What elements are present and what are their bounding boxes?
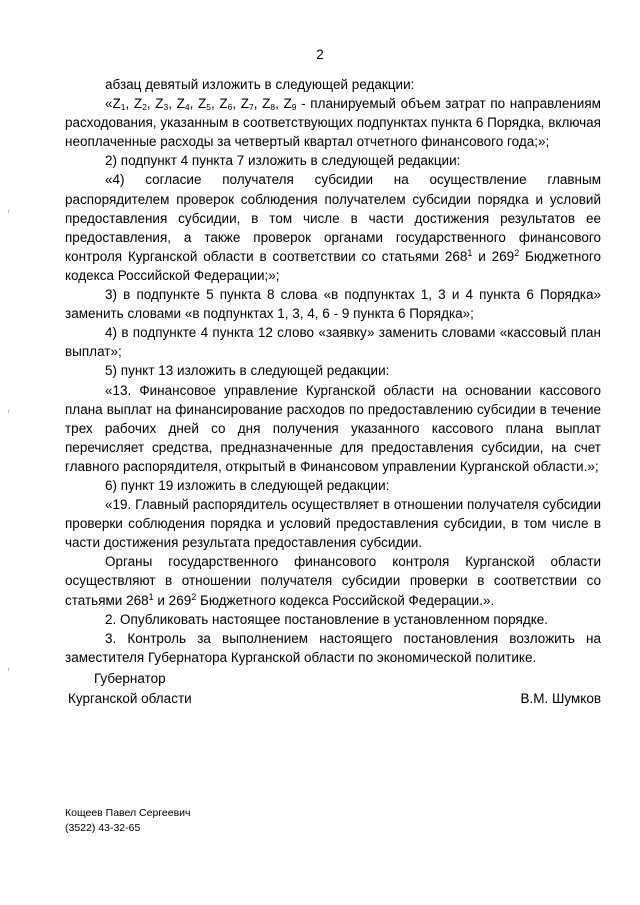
paragraph	[65, 151, 601, 170]
paragraph-text: 6) пункт 19 изложить в следующей редакции:	[105, 477, 390, 493]
paragraph-text: 2. Опубликовать настоящее постановление в установленном порядке.	[105, 611, 549, 627]
paragraph-text: «4) согласие получателя субсидии на осуществление главным распорядителем проверок соблюдения получателем субсидии порядка и условий предоставления субсидии, в том числе в части достижения результатов ее предоставления, а также проверок органами государственного финансового контроля Курганской области в соответствии со статьями 268	[65, 172, 601, 264]
z-variable: $Z_8$	[262, 96, 276, 113]
paragraph	[65, 552, 601, 609]
paragraph-text: 4) в подпункте 4 пункта 12 слово «заявку» заменить словами «кассовый план выплат»;	[65, 325, 601, 360]
paragraph-text: и 269	[472, 248, 515, 264]
paragraph-text: «19. Главный распорядитель осуществляет в отношении получателя субсидии проверки соблюдения порядка и условий предоставления субсидии, в том числе в части достижения результата предоставления субсидии.	[65, 497, 601, 551]
paragraph	[65, 361, 601, 380]
paragraph	[65, 629, 601, 667]
paragraph-text: Бюджетного кодекса Российской Федерации;»;	[65, 248, 601, 283]
contact-name: Кощеев Павел Сергеевич	[65, 807, 191, 819]
z-variable: $Z_1$	[112, 96, 126, 113]
signatory-name: В.М. Шумков	[520, 691, 601, 706]
paragraph-text: Органы государственного финансового контроля Курганской области осуществляют в отношении получателя субсидии проверки в соответствии со статьями 268	[65, 554, 601, 608]
paragraph	[65, 170, 601, 285]
paragraph	[65, 285, 601, 323]
z-variable: $Z_4$	[176, 96, 190, 113]
paragraph	[65, 495, 601, 552]
paragraph-text: 3) в подпункте 5 пункта 8 слова «в подпунктах 1, 3 и 4 пункта 6 Порядка» заменить словами «в подпунктах 1, 3, 4, 6 - 9 пункта 6 Порядка»;	[65, 287, 601, 322]
signature-title-line: Губернатор	[94, 671, 166, 686]
paragraph	[65, 75, 601, 94]
paragraph-text: 3. Контроль за выполнением настоящего постановления возложить на заместителя Губернатора Курганской области по экономической политике.	[65, 630, 601, 665]
paragraph-text: - планируемый объем затрат по направлениям расходования, указанным в соответствующих подпунктах пункта 6 Порядка, включая неоплаченные расходы за четвертый квартал отчетного финансового года;»;	[65, 96, 601, 150]
paragraph	[65, 323, 601, 361]
paragraph	[65, 610, 601, 629]
paragraph-text: 2) подпункт 4 пункта 7 изложить в следующей редакции:	[105, 153, 461, 169]
margin-mark	[8, 210, 9, 213]
z-variable: $Z_9$	[283, 96, 297, 113]
paragraph	[65, 381, 601, 476]
superscript: 1	[148, 591, 154, 602]
paragraph-text: абзац девятый изложить в следующей редакции:	[105, 77, 415, 92]
paragraph	[65, 476, 601, 495]
contact-block	[65, 806, 191, 835]
z-variable: $Z_3$	[155, 96, 169, 113]
superscript: 1	[467, 247, 473, 258]
z-variable: $Z_2$	[133, 96, 147, 113]
paragraph-text: «13. Финансовое управление Курганской области на основании кассового плана выплат на финансирование расходов по предоставлению субсидии в течение трех рабочих дней со дня получения указанного кассового плана выплат перечисляет средства, предназначенные для предоставления субсидии, на счет главного распорядителя, открытый в Финансовом управлении Курганской области.»;	[65, 382, 601, 474]
page-number: 2	[316, 47, 324, 62]
z-variable: $Z_7$	[240, 96, 254, 113]
z-variable: $Z_5$	[198, 96, 211, 113]
paragraph-text: и 269	[153, 592, 192, 608]
superscript: 2	[514, 247, 520, 258]
contact-phone: (3522) 43-32-65	[65, 821, 141, 834]
z-variable: $Z_6$	[219, 96, 233, 113]
signature-title	[68, 669, 192, 709]
margin-mark	[8, 410, 9, 413]
paragraph-z-definition: «$Z_1$, $Z_2$, $Z_3$, $Z_4$, $Z_5$, $Z_6$, $Z_7$, $Z_8$, $Z_9$ - планируемый объем затрат по направлениям расходования, указанным в соответствующих подпунктах пункта 6 Порядка, включая неоплаченные расходы за четвертый квартал отчетного финансового года;»;	[65, 96, 601, 150]
margin-mark	[8, 668, 9, 671]
paragraph-text: 5) пункт 13 изложить в следующей редакции:	[105, 363, 390, 379]
signature-title-line: Курганской области	[68, 691, 192, 706]
document-body	[65, 75, 601, 667]
paragraph-text: Бюджетного кодекса Российской Федерации.».	[196, 592, 495, 608]
superscript: 2	[191, 591, 197, 602]
